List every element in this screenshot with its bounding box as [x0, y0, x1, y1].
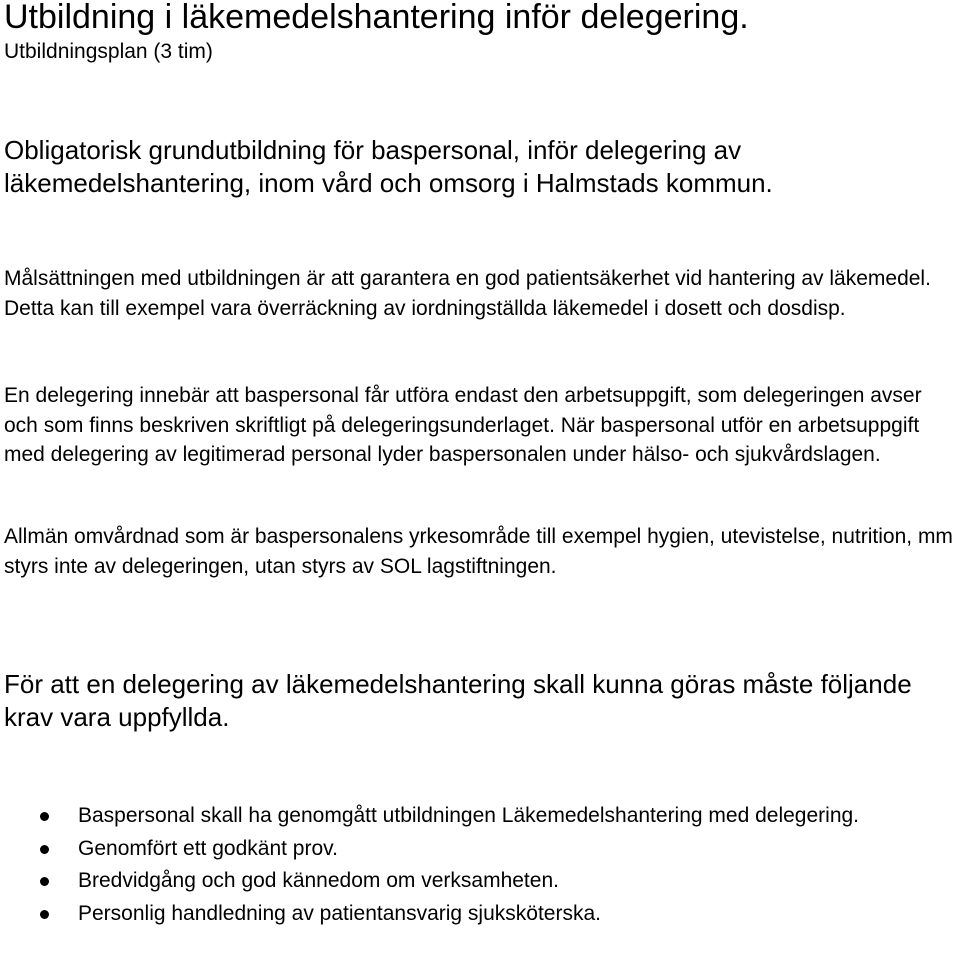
document-title: Utbildning i läkemedelshantering inför delegering.	[4, 0, 749, 36]
requirements-heading: För att en delegering av läkemedelshantering skall kunna göras måste följande krav vara uppfyllda.	[4, 669, 912, 732]
bullet-icon	[40, 877, 49, 886]
intro-paragraph: Obligatorisk grundutbildning för baspersonal, inför delegering av läkemedelshantering, inom vård och omsorg i Halmstads kommun.	[4, 135, 773, 198]
list-item-text: Baspersonal skall ha genomgått utbildningen Läkemedelshantering med delegering.	[78, 804, 860, 827]
bullet-icon	[40, 845, 49, 854]
bullet-icon	[40, 910, 49, 919]
requirements-list	[0, 801, 955, 931]
list-item-text: Bredvidgång och god kännedom om verksamheten.	[78, 869, 559, 892]
paragraph-delegation: En delegering innebär att baspersonal får utföra endast den arbetsuppgift, som delegeringen avser och som finns beskriven skriftligt på delegeringsunderlaget. När baspersonal utför en arbetsuppgift med delegering av legitimerad personal lyder baspersonalen under hälso- och sjukvårdslagen.	[4, 384, 922, 466]
list-item	[0, 801, 955, 831]
list-item-text: Genomfört ett godkänt prov.	[78, 836, 338, 860]
list-item	[0, 866, 955, 896]
bullet-icon	[40, 812, 49, 821]
list-item	[0, 899, 955, 929]
list-item-text: Personlig handledning av patientansvarig sjuksköterska.	[78, 901, 601, 925]
document-subtitle: Utbildningsplan (3 tim)	[4, 40, 213, 63]
paragraph-goal: Målsättningen med utbildningen är att garantera en god patientsäkerhet vid hantering av läkemedel. Detta kan till exempel vara överräckning av iordningställda läkemedel i dosett och dosdisp.	[4, 267, 931, 320]
paragraph-general-care: Allmän omvårdnad som är baspersonalens yrkesområde till exempel hygien, utevistelse, nutrition, mm styrs inte av delegeringen, utan styrs av SOL lagstiftningen.	[4, 525, 953, 578]
list-item	[0, 834, 955, 864]
